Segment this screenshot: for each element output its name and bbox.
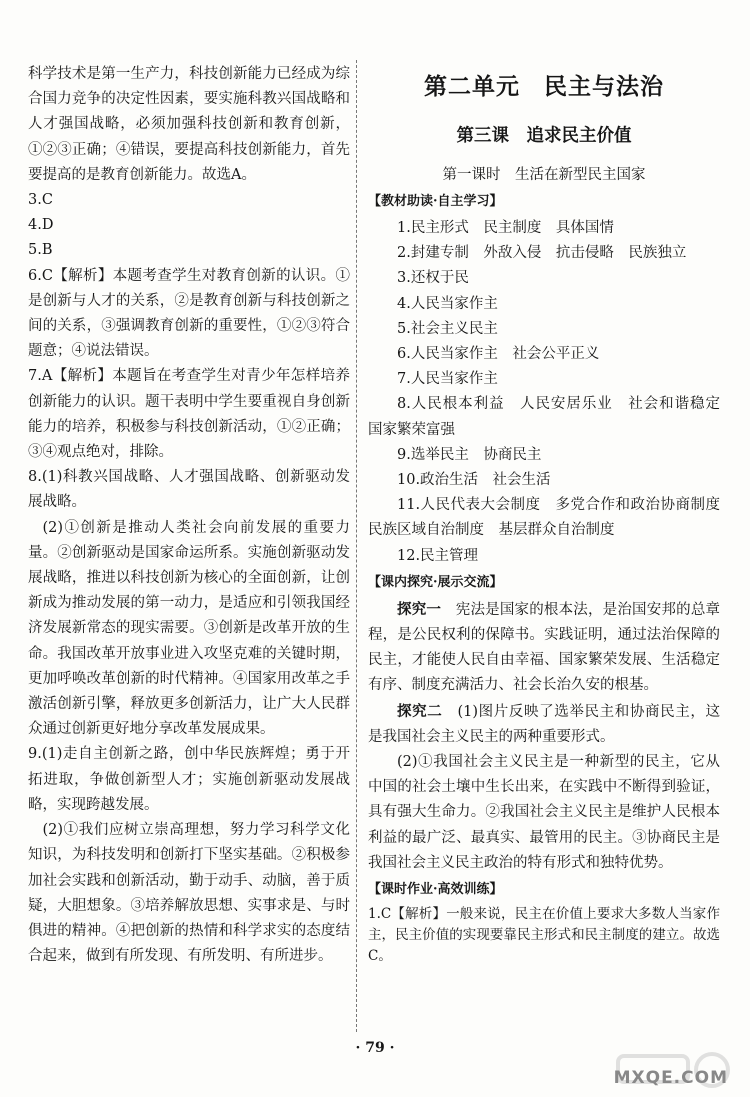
right-column bbox=[368, 48, 735, 967]
section-heading-homework: 【课时作业·高效训练】 bbox=[368, 882, 503, 898]
list-item: 4.人民当家作主 bbox=[397, 295, 498, 312]
answer-list bbox=[368, 216, 735, 569]
explore-1-label: 探究一 bbox=[397, 600, 442, 618]
list-item: 9.选举民主 协商民主 bbox=[397, 446, 542, 463]
unit-title: 第二单元 民主与法治 bbox=[424, 73, 664, 100]
list-item: 1.民主形式 民主制度 具体国情 bbox=[397, 220, 614, 236]
explore-2-label: 探究二 bbox=[397, 702, 443, 720]
homework-answer-1: 1.C【解析】一般来说，民主在价值上要求大多数人当家作主，民主价值的实现要靠民主形式和民主制度的建立。故选C。 bbox=[368, 906, 720, 965]
lesson-title: 第三课 追求民主价值 bbox=[456, 126, 632, 146]
explore-1-text: 宪法是国家的根本法，是治国安邦的总章程，是公民权利的保障书。实践证明，通过法治保障的民主，才能使人民自由幸福、国家繁荣发展、生活稳定有序、制度充满活力、社会长治久安的根基。 bbox=[368, 601, 721, 694]
explore-1 bbox=[368, 597, 720, 699]
period-title: 第一课时 生活在新型民主国家 bbox=[442, 167, 646, 183]
list-item: 6.人民当家作主 社会公平正义 bbox=[397, 346, 600, 363]
answer-3: 3.C bbox=[28, 192, 53, 209]
answer-4: 4.D bbox=[28, 217, 54, 234]
watermark-text: MXQE.COM bbox=[613, 1068, 728, 1088]
list-item: 7.人民当家作主 bbox=[397, 371, 498, 388]
column-divider bbox=[356, 60, 357, 1032]
answer-6: 6.C【解析】本题考查学生对教育创新的认识。①是创新与人才的关系，②是教育创新与科技创新之间的关系，③强调教育创新的重要性，①②③符合题意；④说法错误。 bbox=[28, 267, 350, 360]
answer-2-continuation: 科学技术是第一生产力，科技创新能力已经成为综合国力竞争的决定性因素，要实施科教兴国战略和人才强国战略，必须加强科技创新和教育创新，①②③正确；④错误，要提高科技创新能力，首先要提高的是教育创新能力。故选A。 bbox=[28, 66, 350, 183]
list-item: 11.人民代表大会制度 多党合作和政治协商制度 民族区域自治制度 基层群众自治制度 bbox=[368, 497, 735, 539]
answer-8-part1: 8.(1)科教兴国战略、人才强国战略、创新驱动发展战略。 bbox=[28, 469, 350, 511]
list-item: 5.社会主义民主 bbox=[397, 320, 498, 337]
page-number: · 79 · bbox=[355, 1040, 395, 1056]
answer-5: 5.B bbox=[28, 242, 53, 259]
list-item: 2.封建专制 外敌入侵 抗击侵略 民族独立 bbox=[397, 245, 687, 262]
section-heading-explore: 【课内探究·展示交流】 bbox=[368, 574, 503, 590]
list-item: 12.民主管理 bbox=[397, 547, 479, 564]
answer-8-part2: (2)①创新是推动人类社会向前发展的重要力量。②创新驱动是国家命运所系。实施创新驱动发展战略，推进以科技创新为核心的全面创新，让创新成为推动发展的第一动力，是适应和引领我国经济发展新常态的现实需要。③创新是改革开放的生命。我国改革开放事业进入攻坚克难的关键时期，更加呼唤改革创新的时代精神。④国家用改革之手激活创新引擎，释放更多创新活力，让广大人民群众通过创新更好地分享改革发展成果。 bbox=[28, 519, 350, 738]
explore-2 bbox=[368, 699, 720, 750]
list-item: 10.政治生活 社会生活 bbox=[397, 472, 551, 489]
left-column bbox=[28, 62, 350, 969]
answer-7: 7.A【解析】本题旨在考查学生对青少年怎样培养创新能力的认识。题干表明中学生要重视自身创新能力的培养，积极参与科技创新活动，①②正确；③④观点绝对，排除。 bbox=[28, 368, 350, 461]
list-item: 8.人民根本利益 人民安居乐业 社会和谐稳定 国家繁荣富强 bbox=[368, 396, 735, 438]
explore-2-text: (1)图片反映了选举民主和协商民主，这是我国社会主义民主的两种重要形式。 bbox=[368, 703, 720, 745]
list-item: 3.还权于民 bbox=[397, 270, 469, 287]
section-heading-reading: 【教材助读·自主学习】 bbox=[368, 194, 503, 209]
answer-9-part1: 9.(1)走自主创新之路，创中华民族辉煌；勇于开拓进取，争做创新型人才；实施创新驱动发展战略，实现跨越发展。 bbox=[28, 746, 350, 813]
answer-9-part2: (2)①我们应树立崇高理想，努力学习科学文化知识，为科技发明和创新打下坚实基础。②积极参加社会实践和创新活动，勤于动手、动脑，善于质疑，大胆想象。③培养解放思想、实事求是、与时俱进的精神。④把创新的热情和科学求实的态度结合起来，做到有所发现、有所发明、有所进步。 bbox=[28, 822, 350, 965]
explore-2-part2: (2)①我国社会主义民主是一种新型的民主，它从中国的社会土壤中生长出来，在实践中不断得到验证，具有强大生命力。②我国社会主义民主是维护人民根本利益的最广泛、最真实、最管用的民主。③协商民主是我国社会主义民主政治的特有形式和独特优势。 bbox=[368, 754, 720, 871]
